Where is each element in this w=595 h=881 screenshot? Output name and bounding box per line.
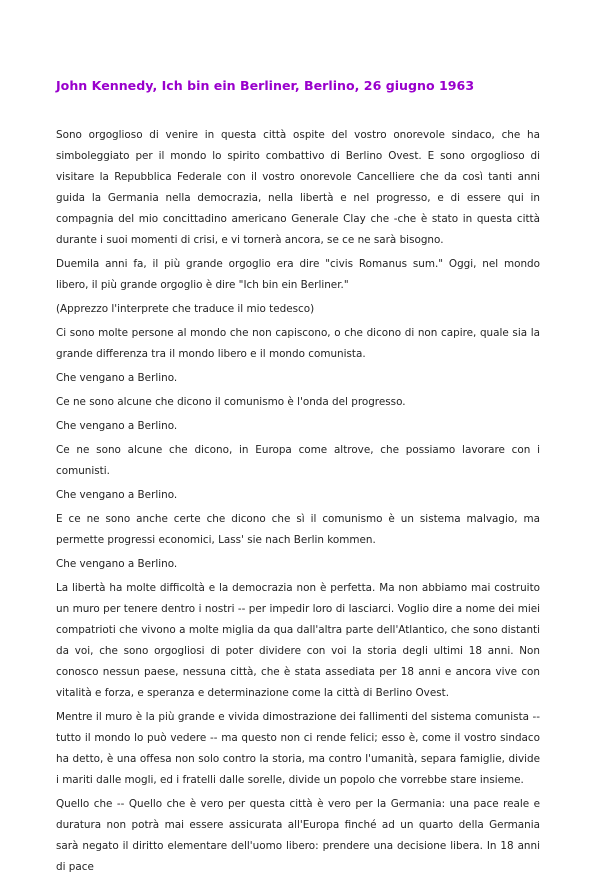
paragraph: Che vengano a Berlino. (56, 489, 178, 501)
paragraph: Sono orgoglioso di venire in questa città ospite del vostro onorevole sindaco, che ha simboleggiato per il mondo lo spirito combattivo di Berlino Ovest. E sono orgoglioso di visitare la Repubblica Federale con il vostro onorevole Cancelliere che da così tanti anni guida la Germania nella democrazia, nella libertà e nel progresso, e di essere qui in compagnia del mio concittadino americano Generale Clay che -che è stato in questa città durante i suoi momenti di crisi, e vi tornerà ancora, se ce ne sarà bisogno. (56, 129, 540, 246)
paragraph: Ci sono molte persone al mondo che non capiscono, o che dicono di non capire, quale sia la grande differenza tra il mondo libero e il mondo comunista. (56, 327, 540, 360)
paragraph: E ce ne sono anche certe che dicono che sì il comunismo è un sistema malvagio, ma permette progressi economici, Lass' sie nach Berlin kommen. (56, 513, 540, 546)
speech-body (56, 125, 540, 881)
paragraph: Ce ne sono alcune che dicono, in Europa come altrove, che possiamo lavorare con i comunisti. (56, 444, 540, 477)
paragraph: Duemila anni fa, il più grande orgoglio era dire "civis Romanus sum." Oggi, nel mondo libero, il più grande orgoglio è dire "Ich bin ein Berliner." (56, 258, 540, 291)
paragraph: Quello che -- Quello che è vero per questa città è vero per la Germania: una pace reale e duratura non potrà mai essere assicurata all'Europa finché ad un quarto della Germania sarà negato il diritto elementare dell'uomo libero: prendere una decisione libera. In 18 anni di pace (56, 798, 540, 873)
paragraph: Ce ne sono alcune che dicono il comunismo è l'onda del progresso. (56, 396, 406, 408)
paragraph: (Apprezzo l'interprete che traduce il mio tedesco) (56, 303, 315, 315)
paragraph: Che vengano a Berlino. (56, 558, 178, 570)
page-title: John Kennedy, Ich bin ein Berliner, Berlino, 26 giugno 1963 (56, 78, 475, 93)
paragraph: Che vengano a Berlino. (56, 372, 178, 384)
paragraph: Che vengano a Berlino. (56, 420, 178, 432)
paragraph: Mentre il muro è la più grande e vivida dimostrazione dei fallimenti del sistema comunista -- tutto il mondo lo può vedere -- ma questo non ci rende felici; esso è, come il vostro sindaco ha detto, è una offesa non solo contro la storia, ma contro l'umanità, separa famiglie, divide i mariti dalle mogli, ed i fratelli dalle sorelle, divide un popolo che vorrebbe stare insieme. (56, 711, 540, 786)
paragraph: La libertà ha molte difficoltà e la democrazia non è perfetta. Ma non abbiamo mai costruito un muro per tenere dentro i nostri -- per impedir loro di lasciarci. Voglio dire a nome dei miei compatrioti che vivono a molte miglia da qua dall'altra parte dell'Atlantico, che sono distanti da voi, che sono orgogliosi di poter dividere con voi la storia degli ultimi 18 anni. Non conosco nessun paese, nessuna città, che è stata assediata per 18 anni e ancora vive con vitalità e forza, e speranza e determinazione come la città di Berlino Ovest. (56, 582, 540, 699)
